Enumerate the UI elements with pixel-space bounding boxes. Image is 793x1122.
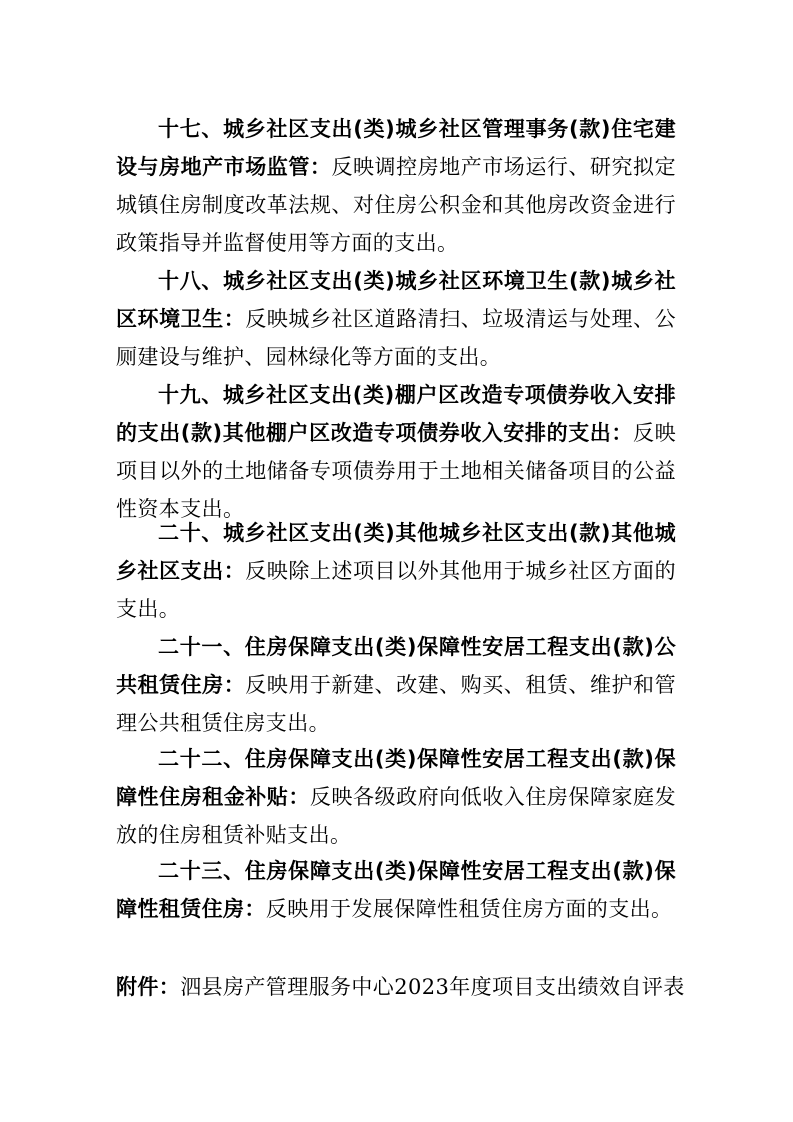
paragraph-body: 反映各级政府向低收入住房保障家庭发放的住房租赁补贴支出。 <box>116 785 676 847</box>
paragraph-heading: 十七、城乡社区支出(类)城乡社区管理事务(款)住宅建设与房地产市场监管： <box>116 117 676 179</box>
attachment-label: 附件： <box>116 975 181 999</box>
paragraph-body: 反映城乡社区道路清扫、垃圾清运与处理、公厕建设与维护、园林绿化等方面的支出。 <box>116 307 676 369</box>
paragraph-body: 反映调控房地产市场运行、研究拟定城镇住房制度改革法规、对住房公积金和其他房改资金进行政策指导并监督使用等方面的支出。 <box>116 155 676 255</box>
paragraph-body: 反映用于发展保障性租赁住房方面的支出。 <box>265 897 673 921</box>
paragraph-body: 反映项目以外的土地储备专项债券用于土地相关储备项目的公益性资本支出。 <box>116 421 676 521</box>
paragraph-18 <box>116 262 676 376</box>
paragraph-17 <box>116 110 676 262</box>
paragraph-heading: 二十三、住房保障支出(类)保障性安居工程支出(款)保障性租赁住房： <box>116 859 676 921</box>
paragraph-23 <box>116 852 676 928</box>
paragraph-20 <box>116 514 676 628</box>
paragraph-heading: 十八、城乡社区支出(类)城乡社区环境卫生(款)城乡社区环境卫生： <box>116 269 676 331</box>
paragraph-heading: 二十二、住房保障支出(类)保障性安居工程支出(款)保障性住房租金补贴： <box>116 747 676 809</box>
paragraph-21 <box>116 628 676 742</box>
paragraph-heading: 十九、城乡社区支出(类)棚户区改造专项债券收入安排的支出(款)其他棚户区改造专项债券收入安排的支出： <box>116 383 676 445</box>
paragraph-heading: 二十、城乡社区支出(类)其他城乡社区支出(款)其他城乡社区支出： <box>116 521 676 583</box>
paragraph-body: 反映除上述项目以外其他用于城乡社区方面的支出。 <box>116 559 676 621</box>
paragraph-heading: 二十一、住房保障支出(类)保障性安居工程支出(款)公共租赁住房： <box>116 635 676 697</box>
paragraph-22 <box>116 740 676 854</box>
paragraph-19 <box>116 376 676 528</box>
attachment-line <box>116 968 686 1006</box>
paragraph-body: 反映用于新建、改建、购买、租赁、维护和管理公共租赁住房支出。 <box>116 673 676 735</box>
attachment-link[interactable]: 泗县房产管理服务中心2023年度项目支出绩效自评表 <box>180 975 685 999</box>
